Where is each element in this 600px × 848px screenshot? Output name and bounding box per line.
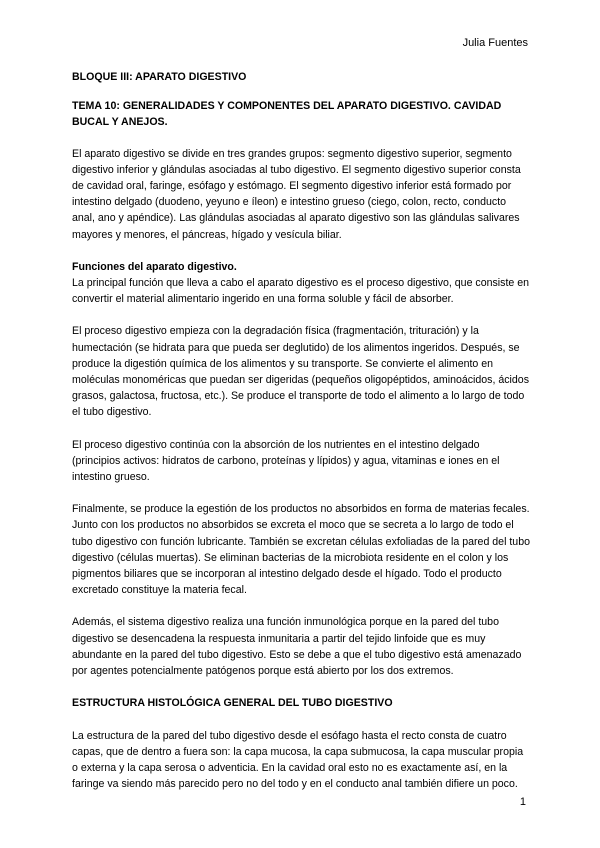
funciones-paragraph-3: El proceso digestivo continúa con la absorción de los nutrientes en el intestino delgado (principios activos: hidratos de carbono, proteínas y lípidos) y agua, vitaminas e iones en el intestino grueso. [72,438,500,484]
estructura-paragraph-1: La estructura de la pared del tubo digestivo desde el esófago hasta el recto consta de cuatro capas, que de dentro a fuera son: la capa mucosa, la capa submucosa, la capa muscular propia o externa y la capa serosa o adventicia. En la cavidad oral esto no es exactamente así, en la faringe va siendo más parecido pero no del todo y en el conducto anal también difiere un poco. [72,729,524,791]
header-author: Julia Fuentes [462,37,528,49]
intro-paragraph: El aparato digestivo se divide en tres grandes grupos: segmento digestivo superior, segmento digestivo inferior y glándulas asociadas al tubo digestivo. El segmento digestivo superior consta de cavidad oral, faringe, esófago y estómago. El segmento digestivo inferior está formado por intestino delgado (duodeno, yeyuno e íleon) e intestino grueso (ciego, colon, recto, conducto anal, ano y apéndice). Las glándulas asociadas al aparato digestivo son las glándulas salivares mayores y menores, el páncreas, hígado y vesícula biliar. [72,147,521,241]
funciones-paragraph-4: Finalmente, se produce la egestión de los productos no absorbidos en forma de materias fecales. Junto con los productos no absorbidos se excreta el moco que se secreta a lo largo de todo el tubo digestivo con función lubricante. También se excretan células exfoliadas de la pared del tubo digestivo (células muertas). Se eliminan bacterias de la microbiota residente en el colon y los pigmentos biliares que se incorporan al intestino delgado desde el hígado. Todo el producto excretado constituye la materia fecal. [72,503,530,597]
document-body [72,69,530,808]
funciones-heading: Funciones del aparato digestivo. [72,260,237,273]
tema-title: TEMA 10: GENERALIDADES Y COMPONENTES DEL APARATO DIGESTIVO. CAVIDAD BUCAL Y ANEJOS. [72,100,502,129]
bloque-title: BLOQUE III: APARATO DIGESTIVO [72,71,247,83]
funciones-paragraph-5: Además, el sistema digestivo realiza una función inmunológica porque en la pared del tubo digestivo se desencadena la respuesta inmunitaria a partir del tejido linfoide que es muy abundante en la pared del tubo digestivo. Esto se debe a que el tubo digestivo está amenazado por agentes potencialmente patógenos porque está abierto por los dos extremos. [72,616,522,678]
funciones-paragraph-2: El proceso digestivo empieza con la degradación física (fragmentación, trituración) y la humectación (se hidrata para que pueda ser deglutido) de los alimentos ingeridos. Después, se produce la digestión química de los alimentos y su transporte. Se convierte el alimento en moléculas monoméricas que puedan ser digeridas (pequeños oligopéptidos, aminoácidos, ácidos grasos, galactosa, fructosa, etc.). Se produce el transporte de todo el alimento a lo largo de todo el tubo digestivo. [72,325,529,419]
funciones-paragraph-1: La principal función que lleva a cabo el aparato digestivo es el proceso digestivo, que consiste en convertir el material alimentario ingerido en una forma soluble y fácil de absorber. [72,277,530,306]
page-number: 1 [519,796,526,808]
estructura-heading: ESTRUCTURA HISTOLÓGICA GENERAL DEL TUBO DIGESTIVO [72,697,393,710]
